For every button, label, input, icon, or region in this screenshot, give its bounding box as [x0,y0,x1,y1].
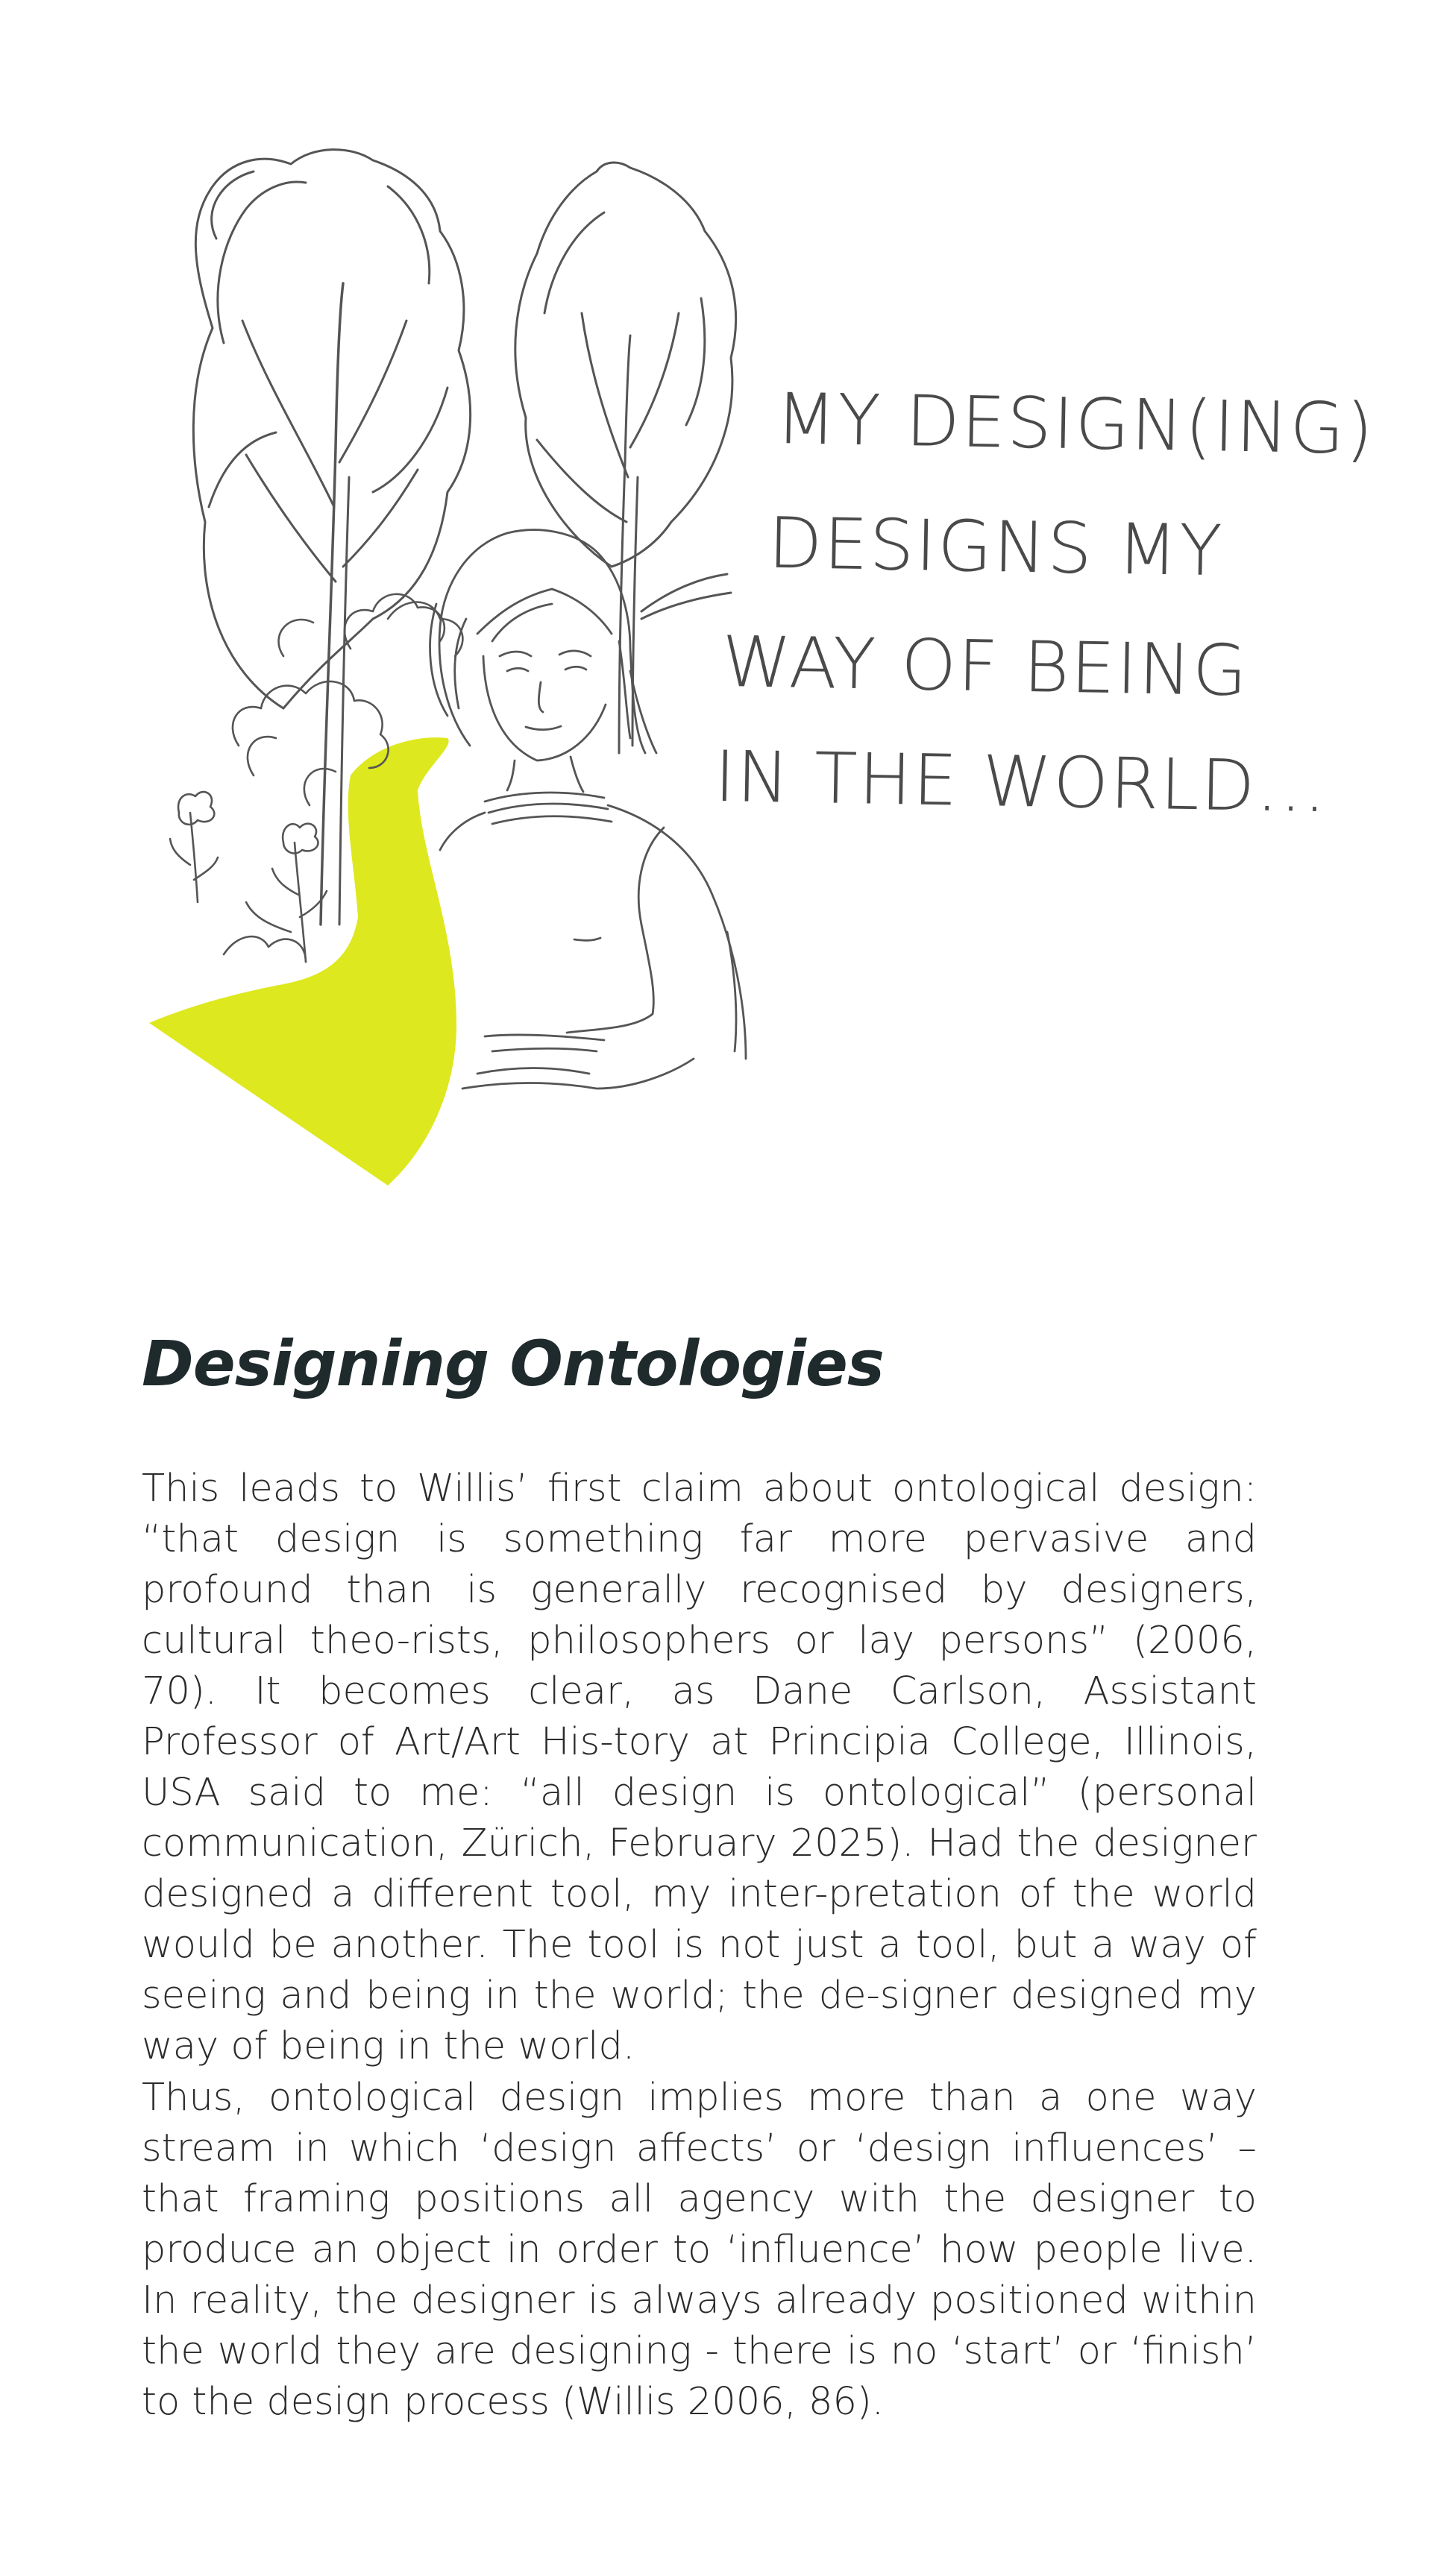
handwritten-line-1: MY DESIGN(ING) [775,379,1375,470]
person-sketch [430,530,746,1089]
right-tree-sketch [515,163,736,753]
left-tree-sketch [193,150,470,925]
body-paragraph-1: This leads to Willis’ first claim about ontological design: “that design is something far more pervasive and profound than is generally recognised by designers, cultural theo-rists, philosophers or lay persons” (2006, 70). It becomes clear, as Dane Carlson, Assistant Professor of Art/Art His-tory at Principia College, Illinois, USA said to me: “all design is ontological” (personal communication, Zürich, February 2025). Had the designer designed a different tool, my inter-pretation of the world would be another. The tool is not just a tool, but a way of seeing and being in the world; the de-signer designed my way of being in the world. [142,1467,1257,2068]
handwritten-line-4: IN THE WORLD... [714,736,1328,829]
handwritten-line-3: WAY OF BEING [721,621,1249,713]
section-title: Designing Ontologies [142,1327,884,1400]
handwritten-line-2: DESIGNS MY [767,503,1225,593]
body-paragraph-2: Thus, ontological design implies more than a one way stream in which ‘design affects’ or ‘design influences’ – that framing positions all agency with the designer to produce an object in order to ‘influence’ how people live. In reality, the designer is always already positioned within the world they are designing - there is no ‘start’ or ‘finish’ to the design process (Willis 2006, 86). [142,2076,1257,2424]
yellow-path-shape [149,737,456,1185]
